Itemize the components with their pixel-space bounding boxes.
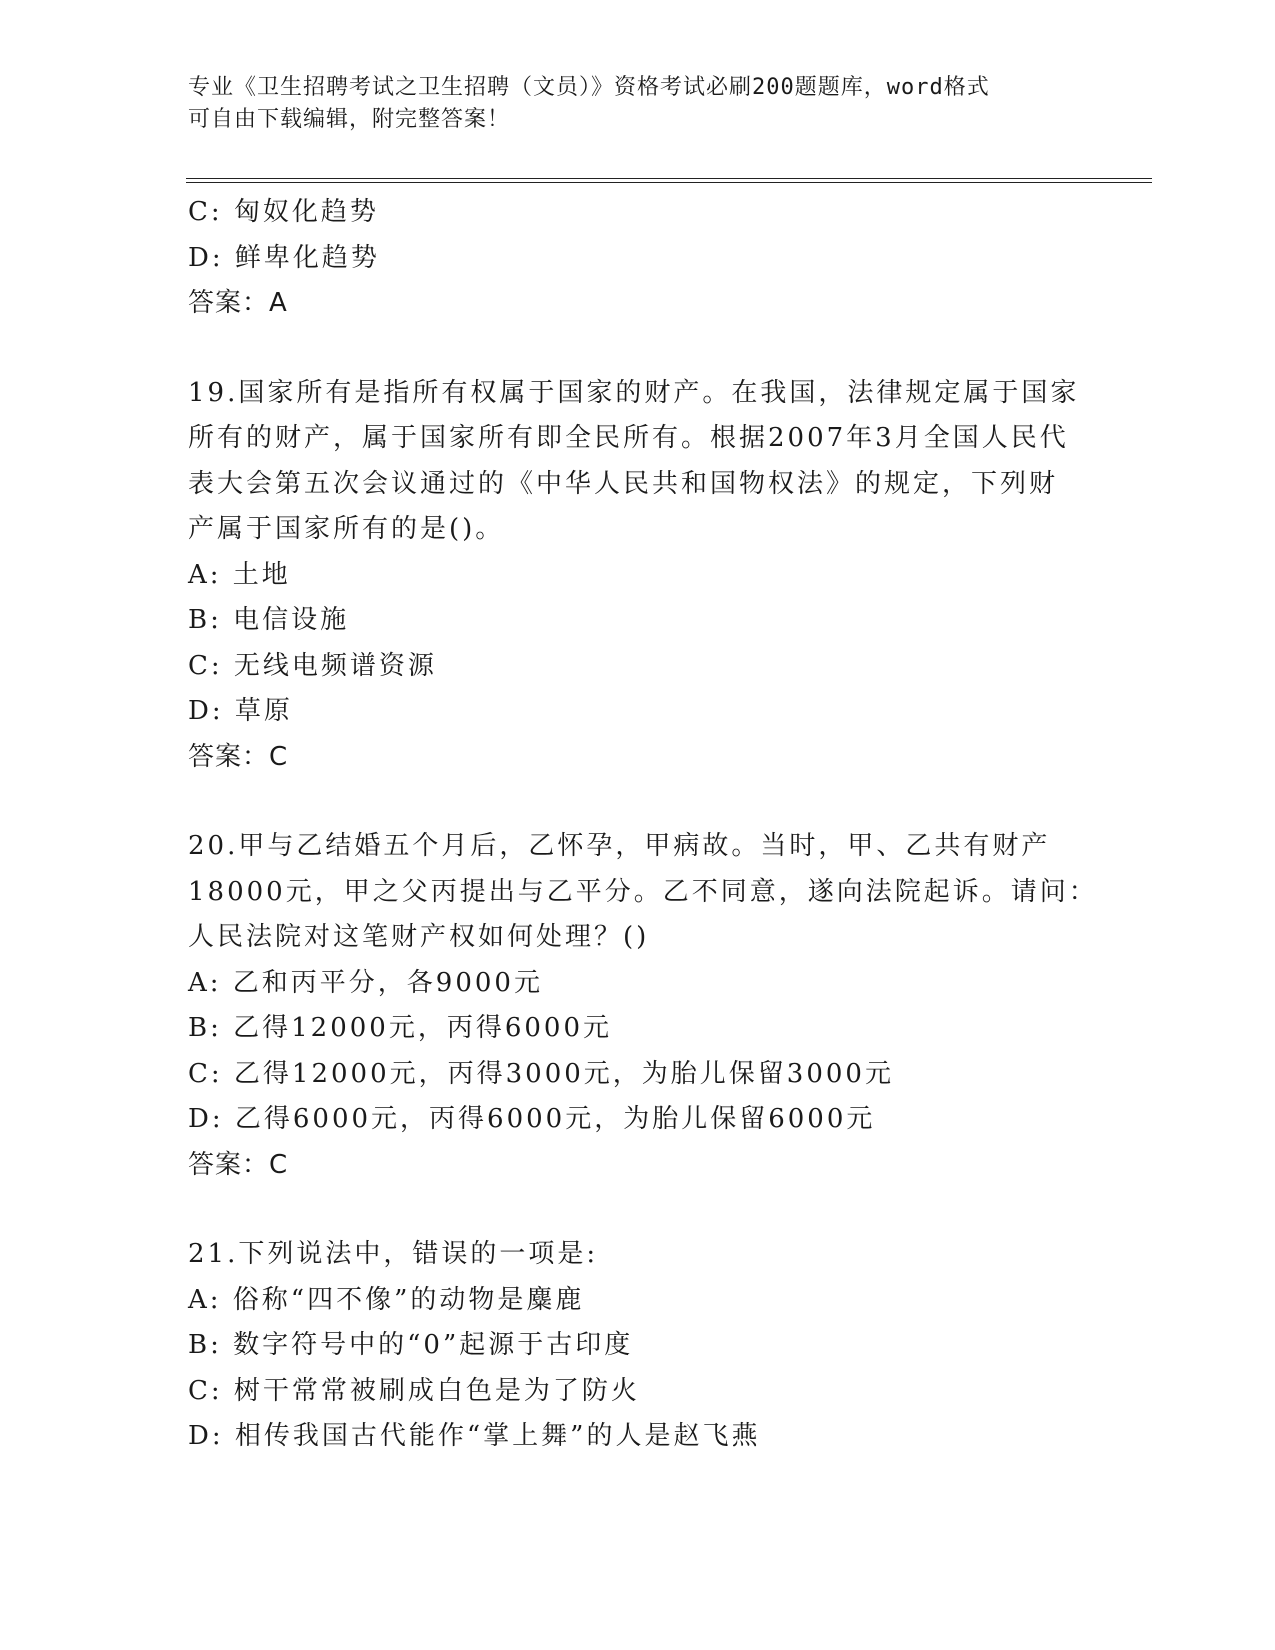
header-divider-bottom [186,182,1152,183]
header-line-1: 专业《卫生招聘考试之卫生招聘（文员）》资格考试必刷200题题库，word格式 [188,75,990,100]
option-b: B: 数字符号中的“0”起源于古印度 [188,1330,634,1360]
option-b: B: 乙得12000元，丙得6000元 [188,1013,613,1043]
option-d: D: 鲜卑化趋势 [188,242,380,273]
spacer [188,1188,1088,1232]
option-a: A: 土地 [188,559,291,590]
question-text-line: 19.国家所有是指所有权属于国家的财产。在我国，法律规定属于国家 [188,377,1080,408]
option-d: D: 乙得6000元，丙得6000元，为胎儿保留6000元 [188,1104,876,1134]
option-c: C: 无线电频谱资源 [188,650,437,681]
question-text-line: 表大会第五次会议通过的《中华人民共和国物权法》的规定，下列财 [188,468,1059,499]
option-b: B: 电信设施 [188,605,350,635]
question-block-prev [188,190,1088,327]
answer-label: 答案：A [188,288,288,318]
option-c: C: 树干常常被刷成白色是为了防火 [188,1375,640,1406]
option-d: D: 相传我国古代能作“掌上舞”的人是赵飞燕 [188,1421,761,1451]
option-c: C: 匈奴化趋势 [188,197,379,227]
question-block-20 [188,824,1098,1188]
document-header [188,72,1088,136]
question-text-line: 人民法院对这笔财产权如何处理？() [188,922,650,952]
spacer [188,780,1088,824]
question-text-line: 20.甲与乙结婚五个月后，乙怀孕，甲病故。当时，甲、乙共有财产 [188,831,1051,861]
question-block-19 [188,371,1088,781]
header-line-2: 可自由下载编辑，附完整答案！ [188,107,511,132]
answer-label: 答案：C [188,741,289,772]
spacer [188,327,1088,371]
header-divider-top [186,178,1152,179]
answer-label: 答案：C [188,1149,289,1180]
option-a: A: 俗称“四不像”的动物是麋鹿 [188,1284,585,1315]
question-list [188,190,1098,1460]
question-text-line: 产属于国家所有的是()。 [188,514,505,544]
question-block-21 [188,1232,1088,1460]
question-text-line: 18000元，甲之父丙提出与乙平分。乙不同意，遂向法院起诉。请问： [188,876,1098,907]
option-d: D: 草原 [188,696,293,726]
option-c: C: 乙得12000元，丙得3000元，为胎儿保留3000元 [188,1058,894,1089]
question-text-line: 所有的财产，属于国家所有即全民所有。根据2007年3月全国人民代 [188,423,1069,453]
option-a: A: 乙和丙平分，各9000元 [188,967,543,998]
question-text-line: 21.下列说法中，错误的一项是: [188,1239,599,1269]
